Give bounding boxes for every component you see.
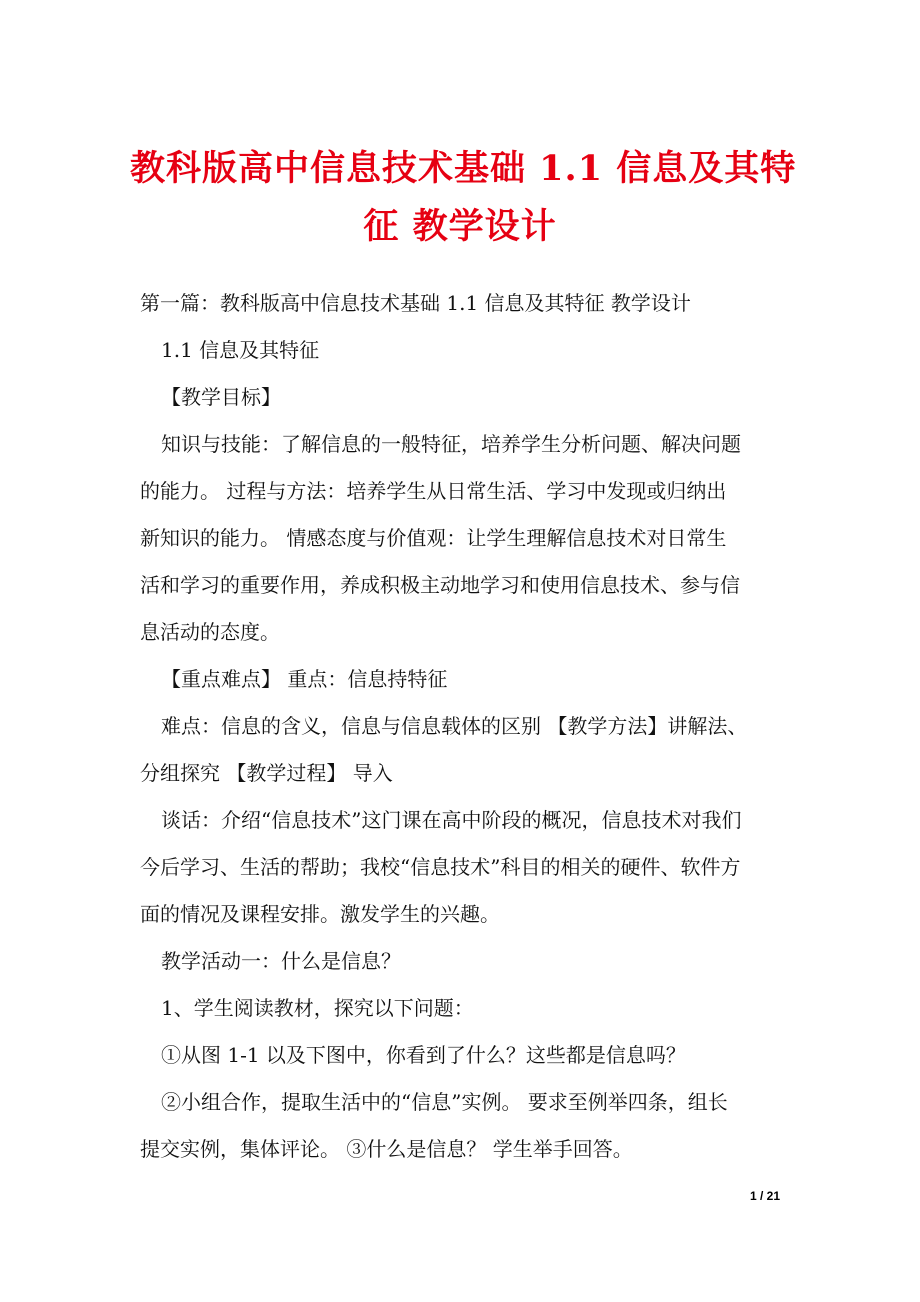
subsection-heading: 1.1 信息及其特征 xyxy=(161,338,320,362)
document-body xyxy=(140,280,800,1173)
teaching-goals-heading: 【教学目标】 xyxy=(161,385,281,409)
paragraph-line: 新知识的能力。 情感态度与价值观：让学生理解信息技术对日常生 xyxy=(140,526,727,550)
question-item: ②小组合作，提取生活中的“信息”实例。 要求至例举四条，组长 xyxy=(161,1090,728,1114)
paragraph-line: 面的情况及课程安排。激发学生的兴趣。 xyxy=(140,902,500,926)
paragraph-line: 的能力。 过程与方法：培养学生从日常生活、学习中发现或归纳出 xyxy=(140,479,727,503)
paragraph-line: 难点：信息的含义，信息与信息载体的区别 【教学方法】讲解法、 xyxy=(161,714,748,738)
paragraph-line: 今后学习、生活的帮助；我校“信息技术”科目的相关的硬件、软件方 xyxy=(140,855,741,879)
page-number: 1 / 21 xyxy=(749,1189,780,1203)
paragraph-line: 提交实例，集体评论。 ③什么是信息？ 学生举手回答。 xyxy=(140,1137,633,1161)
paragraph-line: 谈话：介绍“信息技术”这门课在高中阶段的概况，信息技术对我们 xyxy=(161,808,742,832)
section-heading: 第一篇：教科版高中信息技术基础 1.1 信息及其特征 教学设计 xyxy=(140,291,691,315)
title-line: 教科版高中信息技术基础 1.1 信息及其特 xyxy=(130,148,797,189)
document-title xyxy=(130,140,797,256)
paragraph-line: 活和学习的重要作用，养成积极主动地学习和使用信息技术、参与信 xyxy=(140,573,740,597)
title-line: 征 教学设计 xyxy=(363,206,557,247)
paragraph-line: 息活动的态度。 xyxy=(140,620,280,644)
paragraph-line: 知识与技能：了解信息的一般特征，培养学生分析问题、解决问题 xyxy=(161,432,741,456)
question-item: ①从图 1-1 以及下图中，你看到了什么？这些都是信息吗？ xyxy=(161,1043,686,1067)
list-item: 1、学生阅读教材，探究以下问题： xyxy=(161,996,474,1020)
key-points-line: 【重点难点】 重点：信息持特征 xyxy=(161,667,448,691)
paragraph-line: 分组探究 【教学过程】 导入 xyxy=(140,761,393,785)
activity-heading: 教学活动一：什么是信息？ xyxy=(161,949,401,973)
